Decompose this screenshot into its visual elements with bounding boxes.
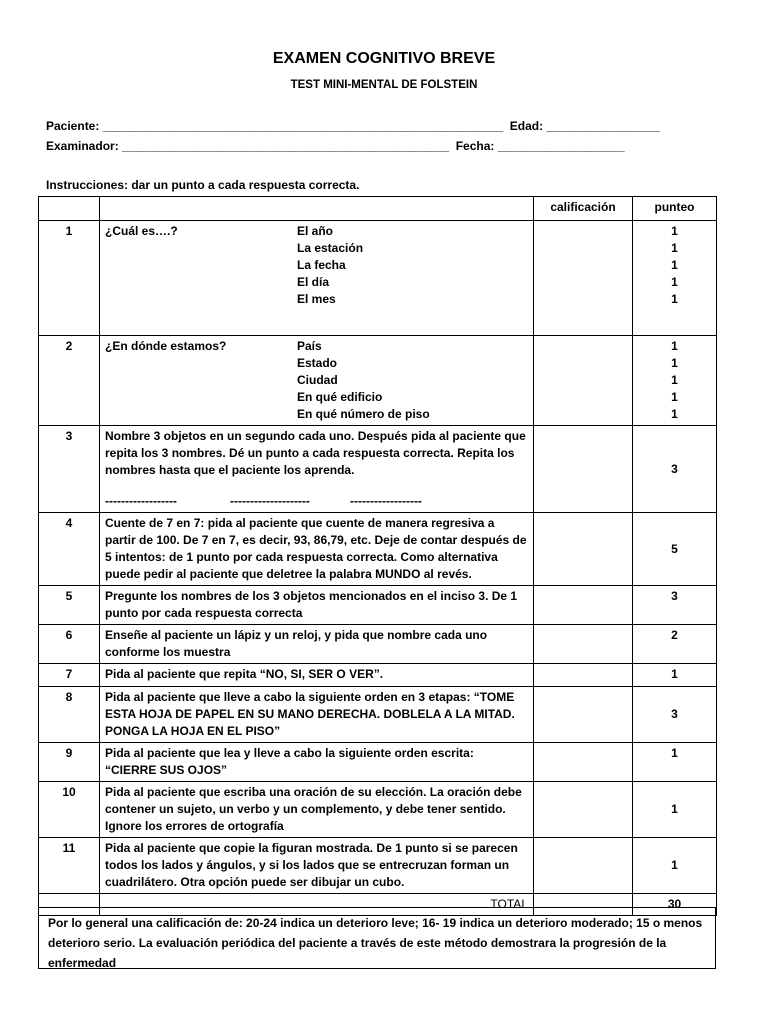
row-points: 2 [633,625,717,664]
row-number: 5 [39,586,100,625]
row-number: 8 [39,687,100,743]
row-calificacion [534,687,633,743]
row-description: Pida al paciente que copie la figuran mostrada. De 1 punto si se parecen todos los lados y ángulos, y si los lados que se entrecruzan forman un cuadrilátero. Otra opción puede ser dibujar un cubo. [100,838,534,894]
option-item: El día [297,275,330,289]
row-calificacion [534,426,633,513]
row-number: 3 [39,426,100,513]
row-points: 1 [633,838,717,894]
table-header-row [39,197,717,221]
table-row [39,743,717,782]
option-list [297,338,430,423]
answer-blanks [105,493,528,510]
point-value: 1 [671,275,678,289]
row-description: Enseñe al paciente un lápiz y un reloj, y pida que nombre cada uno conforme los muestra [100,625,534,664]
row-number: 2 [39,336,100,426]
row-calificacion [534,838,633,894]
total-label: TOTAL [100,894,534,916]
row-calificacion [534,743,633,782]
row-points: 1 [633,782,717,838]
table-row [39,838,717,894]
row-description: Pida al paciente que lleve a cabo la siguiente orden en 3 etapas: “TOME ESTA HOJA DE PAPEL EN SU MANO DERECHA. DOBLELA A LA MITAD. PONGA LA HOJA EN EL PISO” [100,687,534,743]
row-calificacion [534,586,633,625]
interpretation-note: Por lo general una calificación de: 20-24 indica un deterioro leve; 16- 19 indica un deterioro moderado; 15 o menos deterioro serio. La evaluación periódica del paciente a través de este método demostrara la progresión de la enfermedad [38,907,716,969]
row-description: Pida al paciente que lea y lleve a cabo la siguiente orden escrita: “CIERRE SUS OJOS” [100,743,534,782]
point-value: 1 [671,339,678,353]
header-calificacion: calificación [534,197,633,221]
option-item: En qué número de piso [297,407,430,421]
option-item: La estación [297,241,364,255]
option-item: País [297,339,322,353]
patient-age-line: Paciente: ____________________________________________________________ Edad: _________________ [46,119,660,133]
table-row [39,687,717,743]
page-title: EXAMEN COGNITIVO BREVE [272,50,496,67]
answer-blank: ------------------ [105,494,177,508]
point-value: 1 [671,224,678,238]
row-points [633,336,717,426]
point-value: 1 [671,292,678,306]
table-row [39,782,717,838]
row-points: 1 [633,743,717,782]
row-description: Pida al paciente que escriba una oración de su elección. La oración debe contener un sujeto, un verbo y un complemento, y debe tener sentido. Ignore los errores de ortografía [100,782,534,838]
table-row [39,336,717,426]
question-text: ¿En dónde estamos? [105,339,227,353]
row-text: Nombre 3 objetos en un segundo cada uno. Después pida al paciente que repita los 3 nombres. Dé un punto a cada respuesta correcta. Repita los nombres hasta que el paciente los aprenda. [105,429,526,477]
question-text: ¿Cuál es….? [105,224,178,238]
option-item: El año [297,224,334,238]
row-points: 3 [633,687,717,743]
instructions: Instrucciones: dar un punto a cada respuesta correcta. [46,178,360,192]
exam-table [38,196,717,916]
point-value: 1 [671,258,678,272]
row-points: 3 [633,586,717,625]
row-number: 11 [39,838,100,894]
table-row [39,221,717,336]
examiner-date-line: Examinador: _________________________________________________ Fecha: ___________________ [46,139,625,153]
row-calificacion [534,513,633,586]
row-description [100,426,534,513]
row-calificacion [534,782,633,838]
row-description: Pida al paciente que repita “NO, SI, SER O VER”. [100,664,534,687]
option-item: En qué edificio [297,390,383,404]
row-number: 4 [39,513,100,586]
row-calificacion [534,664,633,687]
table-row [39,586,717,625]
row-number: 6 [39,625,100,664]
row-number: 9 [39,743,100,782]
row-points: 1 [633,664,717,687]
option-item: La fecha [297,258,346,272]
row-calificacion [534,221,633,336]
page-subtitle: TEST MINI-MENTAL DE FOLSTEIN [290,79,478,91]
option-item: Estado [297,356,338,370]
table-row [39,664,717,687]
header-num [39,197,100,221]
row-points: 3 [633,426,717,513]
table-row [39,513,717,586]
header-desc [100,197,534,221]
option-item: El mes [297,292,336,306]
point-value: 1 [671,390,678,404]
row-number: 10 [39,782,100,838]
row-points [633,221,717,336]
row-description: Cuente de 7 en 7: pida al paciente que cuente de manera regresiva a partir de 100. De 7 en 7, es decir, 93, 86,79, etc. Deje de contar después de 5 intentos: de 1 punto por cada respuesta correcta. Como alternativa puede pedir al paciente que deletree la palabra MUNDO al revés. [100,513,534,586]
row-points: 5 [633,513,717,586]
option-item: Ciudad [297,373,338,387]
row-calificacion [534,336,633,426]
point-value: 1 [671,241,678,255]
row-number: 7 [39,664,100,687]
total-points: 30 [633,894,717,916]
point-value: 1 [671,407,678,421]
point-value: 1 [671,373,678,387]
row-description [100,336,534,426]
row-description [100,221,534,336]
row-calificacion [534,625,633,664]
table-row [39,625,717,664]
header-punteo: punteo [633,197,717,221]
answer-blank: -------------------- [230,494,310,508]
answer-blank: ------------------ [350,494,422,508]
table-row [39,426,717,513]
row-description: Pregunte los nombres de los 3 objetos mencionados en el inciso 3. De 1 punto por cada respuesta correcta [100,586,534,625]
row-number: 1 [39,221,100,336]
option-list [297,223,363,308]
point-value: 1 [671,356,678,370]
